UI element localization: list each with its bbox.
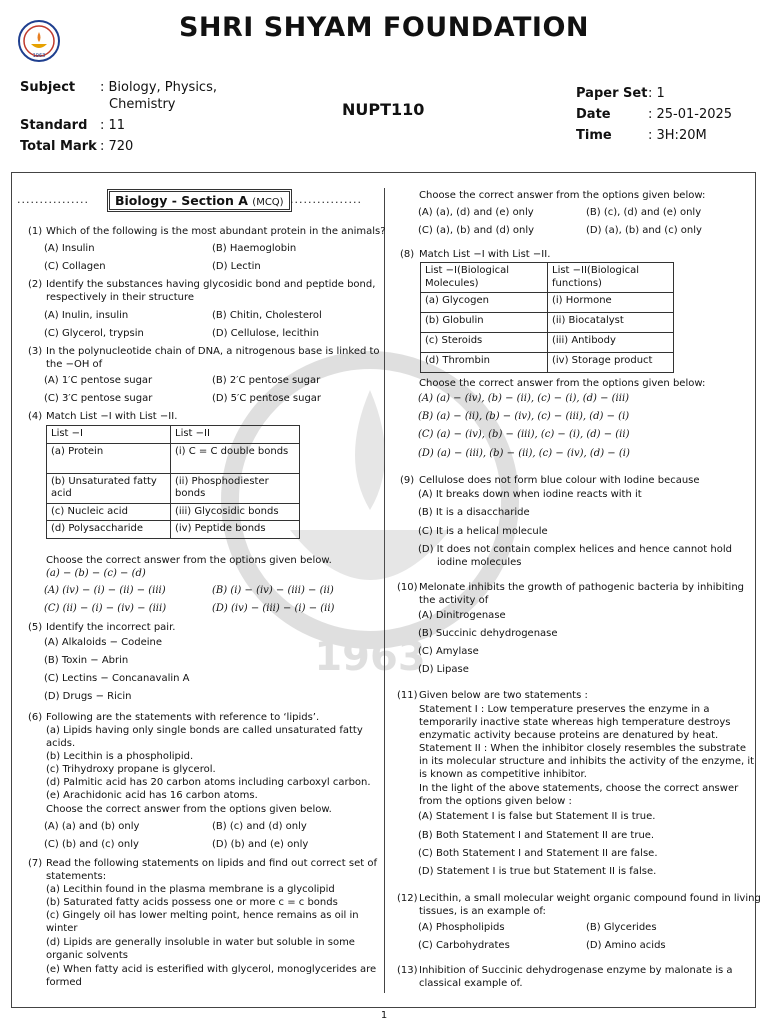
table-row bbox=[47, 426, 300, 444]
option-d: (D) Statement I is true but Statement II is false. bbox=[418, 866, 657, 877]
question-number: (7) bbox=[28, 858, 43, 869]
table-row bbox=[421, 333, 674, 353]
option-d: (D) (iv) − (iii) − (i) − (ii) bbox=[212, 603, 335, 614]
statement: (d) Palmitic acid has 20 carbon atoms including carboxyl carbon. bbox=[46, 777, 371, 788]
option-a: (A) Alkaloids − Codeine bbox=[44, 637, 163, 648]
table-cell: (b) Globulin bbox=[421, 313, 548, 333]
question-number: (5) bbox=[28, 622, 43, 633]
table-cell: List −II(Biological functions) bbox=[548, 263, 674, 293]
time-value: : 3H:20M bbox=[648, 128, 707, 143]
table-cell: (b) Unsaturated fatty acid bbox=[47, 473, 171, 503]
question-number: (4) bbox=[28, 411, 43, 422]
option-d: (D) It does not contain complex helices and hence cannot hold bbox=[418, 544, 732, 555]
total-mark-value: : 720 bbox=[100, 139, 134, 154]
date-value: : 25-01-2025 bbox=[648, 107, 733, 122]
question-text: Identify the incorrect pair. bbox=[46, 622, 176, 633]
question-text: Melonate inhibits the growth of pathogenic bacteria by inhibiting bbox=[419, 582, 745, 593]
question-text: Following are the statements with reference to ‘lipids’. bbox=[46, 712, 320, 723]
paper-set-label: Paper Set bbox=[576, 86, 648, 101]
option-c: (C) (ii) − (i) − (iv) − (iii) bbox=[44, 603, 167, 614]
statement: (e) When fatty acid is esterified with glycerol, monoglycerides are bbox=[46, 964, 377, 975]
question-number: (1) bbox=[28, 226, 43, 237]
table-row bbox=[421, 263, 674, 293]
statement: acids. bbox=[46, 738, 76, 749]
instruction-text: Choose the correct answer from the options given below: bbox=[419, 378, 706, 389]
option-d: (D) Lipase bbox=[418, 664, 469, 675]
question-text: the activity of bbox=[419, 595, 489, 606]
match-table bbox=[46, 425, 300, 539]
statement: (b) Lecithin is a phospholipid. bbox=[46, 751, 194, 762]
option-d: (D) (b) and (e) only bbox=[212, 839, 309, 850]
question-text: In the polynucleotide chain of DNA, a nitrogenous base is linked to bbox=[46, 346, 380, 357]
statement: (c) Trihydroxy propane is glycerol. bbox=[46, 764, 216, 775]
subject-value: : Biology, Physics, bbox=[100, 80, 217, 95]
option-c: (C) 3′C pentose sugar bbox=[44, 393, 153, 404]
question-text: respectively in their structure bbox=[46, 292, 195, 303]
statement: Statement II : When the inhibitor closely resembles the substrate bbox=[419, 743, 746, 754]
option-c: (C) Lectins − Concanavalin A bbox=[44, 673, 190, 684]
statement: in its molecular structure and inhibits the activity of the enzyme, it bbox=[419, 756, 755, 767]
option-a: (A) (iv) − (i) − (ii) − (iii) bbox=[44, 585, 166, 596]
table-cell: (iv) Peptide bonds bbox=[171, 521, 300, 539]
table-cell: (ii) Biocatalyst bbox=[548, 313, 674, 333]
option-a: (A) 1′C pentose sugar bbox=[44, 375, 153, 386]
option-d: (D) Cellulose, lecithin bbox=[212, 328, 319, 339]
option-a: (A) Statement I is false but Statement II is true. bbox=[418, 811, 656, 822]
question-number: (9) bbox=[400, 475, 415, 486]
total-mark-label: Total Mark bbox=[20, 139, 97, 154]
table-cell: List −I(Biological Molecules) bbox=[421, 263, 548, 293]
option-a: (A) Phospholipids bbox=[418, 922, 505, 933]
standard-label: Standard bbox=[20, 118, 88, 133]
table-cell: (d) Polysaccharide bbox=[47, 521, 171, 539]
option-c: (C) It is a helical molecule bbox=[418, 526, 548, 537]
paper-code: NUPT110 bbox=[342, 100, 425, 119]
statement: (a) Lecithin found in the plasma membrane is a glycolipid bbox=[46, 884, 335, 895]
question-number: (3) bbox=[28, 346, 43, 357]
table-cell: List −II bbox=[171, 426, 300, 444]
option-a: (A) Dinitrogenase bbox=[418, 610, 506, 621]
option-c: (C) Collagen bbox=[44, 261, 106, 272]
option-a: (A) (a) − (iv), (b) − (ii), (c) − (i), (d) − (iii) bbox=[418, 393, 630, 404]
option-c: (C) (a) − (iv), (b) − (iii), (c) − (i), (d) − (ii) bbox=[418, 429, 630, 440]
question-text: tissues, is an example of: bbox=[419, 906, 546, 917]
table-row bbox=[47, 521, 300, 539]
time-label: Time bbox=[576, 128, 612, 143]
question-text: Given below are two statements : bbox=[419, 690, 588, 701]
table-row bbox=[421, 293, 674, 313]
question-number: (11) bbox=[397, 690, 418, 701]
paper-set-value: : 1 bbox=[648, 86, 665, 101]
question-text: Inhibition of Succinic dehydrogenase enzyme by malonate is a bbox=[419, 965, 733, 976]
table-row bbox=[47, 443, 300, 473]
option-d: (D) 5′C pentose sugar bbox=[212, 393, 322, 404]
option-d: (D) Lectin bbox=[212, 261, 261, 272]
option-b: (B) Glycerides bbox=[586, 922, 657, 933]
option-b: (B) (c) and (d) only bbox=[212, 821, 307, 832]
option-d: (D) Amino acids bbox=[586, 940, 666, 951]
option-c: (C) (b) and (c) only bbox=[44, 839, 139, 850]
statement: (d) Lipids are generally insoluble in water but soluble in some bbox=[46, 937, 355, 948]
option-c: (C) Amylase bbox=[418, 646, 479, 657]
option-c: (C) Both Statement I and Statement II are false. bbox=[418, 848, 658, 859]
option-a: (A) (a) and (b) only bbox=[44, 821, 140, 832]
question-text: Read the following statements on lipids and find out correct set of bbox=[46, 858, 377, 869]
page-title: SHRI SHYAM FOUNDATION bbox=[178, 12, 590, 43]
svg-text:1963: 1963 bbox=[32, 53, 46, 59]
table-row bbox=[421, 313, 674, 333]
section-dots-right: ................ bbox=[290, 193, 362, 206]
option-b: (B) 2′C pentose sugar bbox=[212, 375, 321, 386]
statement: winter bbox=[46, 923, 78, 934]
option-b: (B) Chitin, Cholesterol bbox=[212, 310, 322, 321]
option-b: (B) (a) − (ii), (b) − (iv), (c) − (iii), (d) − (i) bbox=[418, 411, 630, 422]
standard-value: : 11 bbox=[100, 118, 126, 133]
question-number: (8) bbox=[400, 249, 415, 260]
table-cell: (i) Hormone bbox=[548, 293, 674, 313]
option-b: (B) Toxin − Abrin bbox=[44, 655, 129, 666]
statement: is known as competitive inhibitor. bbox=[419, 769, 587, 780]
match-table bbox=[420, 262, 674, 373]
statement: (c) Gingely oil has lower melting point, hence remains as oil in bbox=[46, 910, 359, 921]
table-row bbox=[421, 353, 674, 373]
table-cell: (iv) Storage product bbox=[548, 353, 674, 373]
statement: formed bbox=[46, 977, 82, 988]
instruction-text: Choose the correct answer from the options given below: bbox=[419, 190, 706, 201]
option-c: (C) Glycerol, trypsin bbox=[44, 328, 144, 339]
statement: enzymatic activity because proteins are denatured by heat. bbox=[419, 730, 719, 741]
option-b: (B) It is a disaccharide bbox=[418, 507, 530, 518]
option-b: (B) Both Statement I and Statement II are true. bbox=[418, 830, 655, 841]
statement: Statement I : Low temperature preserves the enzyme in a bbox=[419, 704, 710, 715]
table-cell: (ii) Phosphodiester bonds bbox=[171, 473, 300, 503]
date-label: Date bbox=[576, 107, 611, 122]
question-number: (6) bbox=[28, 712, 43, 723]
option-b: (B) Haemoglobin bbox=[212, 243, 297, 254]
question-number: (2) bbox=[28, 279, 43, 290]
table-cell: (iii) Glycosidic bonds bbox=[171, 503, 300, 521]
statement: (a) Lipids having only single bonds are called unsaturated fatty bbox=[46, 725, 363, 736]
option-a: (A) It breaks down when iodine reacts with it bbox=[418, 489, 642, 500]
table-row bbox=[47, 473, 300, 503]
statement: organic solvents bbox=[46, 950, 128, 961]
instruction-text: from the options given below : bbox=[419, 796, 572, 807]
question-text: Which of the following is the most abundant protein in the animals? bbox=[46, 226, 386, 237]
order-text: (a) − (b) − (c) − (d) bbox=[46, 568, 146, 579]
page-number: 1 bbox=[380, 1010, 388, 1021]
svg-text:1963: 1963 bbox=[314, 634, 426, 680]
option-c: (C) Carbohydrates bbox=[418, 940, 510, 951]
instruction-text: In the light of the above statements, choose the correct answer bbox=[419, 783, 739, 794]
table-cell: (c) Steroids bbox=[421, 333, 548, 353]
option-d: (D) (a) − (iii), (b) − (ii), (c) − (iv), (d) − (i) bbox=[418, 448, 630, 459]
table-cell: (iii) Antibody bbox=[548, 333, 674, 353]
question-text: Match List −I with List −II. bbox=[46, 411, 178, 422]
option-a: (A) Inulin, insulin bbox=[44, 310, 129, 321]
option-c: (C) (a), (b) and (d) only bbox=[418, 225, 535, 236]
question-text: statements: bbox=[46, 871, 107, 882]
question-number: (10) bbox=[397, 582, 418, 593]
option-a: (A) Insulin bbox=[44, 243, 95, 254]
question-text: Lecithin, a small molecular weight organic compound found in living bbox=[419, 893, 761, 904]
question-text: Cellulose does not form blue colour with Iodine because bbox=[419, 475, 700, 486]
instruction-text: Choose the correct answer from the options given below. bbox=[46, 804, 332, 815]
table-cell: List −I bbox=[47, 426, 171, 444]
table-cell: (i) C = C double bonds bbox=[171, 443, 300, 473]
option-d-cont: iodine molecules bbox=[437, 557, 522, 568]
section-title: Biology - Section A (MCQ) bbox=[107, 189, 292, 212]
subject-value-2: Chemistry bbox=[109, 97, 176, 112]
question-text: Match List −I with List −II. bbox=[419, 249, 551, 260]
question-text: Identify the substances having glycosidic bond and peptide bond, bbox=[46, 279, 376, 290]
section-dots-left: ................ bbox=[17, 193, 89, 206]
option-d: (D) Drugs − Ricin bbox=[44, 691, 132, 702]
option-b: (B) (c), (d) and (e) only bbox=[586, 207, 702, 218]
subject-label: Subject bbox=[20, 80, 76, 95]
question-text: classical example of. bbox=[419, 978, 523, 989]
statement: (e) Arachidonic acid has 16 carbon atoms. bbox=[46, 790, 258, 801]
table-cell: (a) Protein bbox=[47, 443, 171, 473]
table-row bbox=[47, 503, 300, 521]
table-cell: (c) Nucleic acid bbox=[47, 503, 171, 521]
table-cell: (d) Thrombin bbox=[421, 353, 548, 373]
question-number: (13) bbox=[397, 965, 418, 976]
option-b: (B) (i) − (iv) − (iii) − (ii) bbox=[212, 585, 334, 596]
option-d: (D) (a), (b) and (c) only bbox=[586, 225, 702, 236]
statement: temporarily inactive state whereas high temperature destroys bbox=[419, 717, 731, 728]
statement: (b) Saturated fatty acids possess one or more c = c bonds bbox=[46, 897, 338, 908]
instruction-text: Choose the correct answer from the options given below. bbox=[46, 555, 332, 566]
option-a: (A) (a), (d) and (e) only bbox=[418, 207, 534, 218]
question-number: (12) bbox=[397, 893, 418, 904]
table-cell: (a) Glycogen bbox=[421, 293, 548, 313]
question-text: the −OH of bbox=[46, 359, 103, 370]
option-b: (B) Succinic dehydrogenase bbox=[418, 628, 558, 639]
